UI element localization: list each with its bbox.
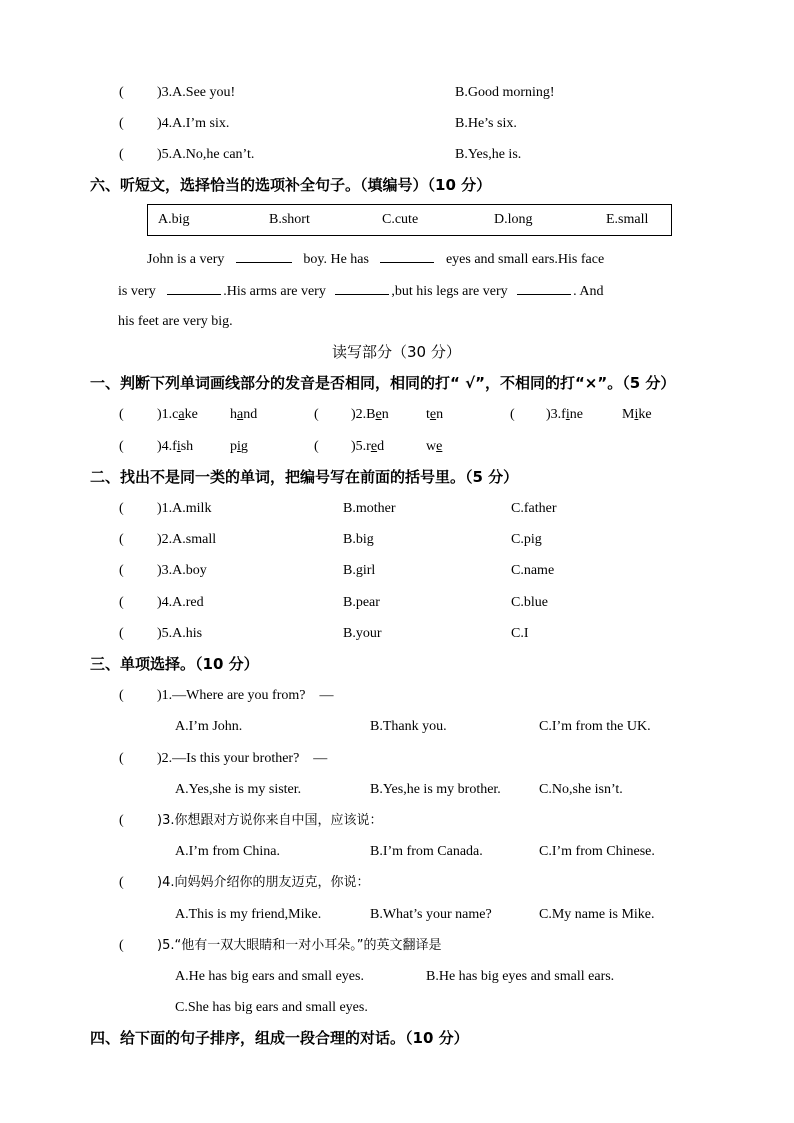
- odd-one-out-a: )3.A.boy: [157, 563, 207, 578]
- phonics-word-5b: we: [426, 439, 443, 454]
- mc-option-a: A.Yes,she is my sister.: [175, 782, 302, 797]
- odd-one-out-a: )1.A.milk: [157, 501, 212, 516]
- blank-3[interactable]: [167, 282, 221, 295]
- paren-open: (: [119, 85, 124, 100]
- phonics-word-1b: hand: [230, 407, 258, 422]
- mc-option-c: C.I’m from Chinese.: [539, 844, 655, 859]
- paren-open: (: [119, 501, 124, 516]
- paren-open: (: [119, 875, 124, 890]
- part-3-heading: 三、单项选择。（10 分）: [90, 655, 259, 673]
- mc-option-a: A.I’m John.: [175, 719, 243, 734]
- paren-open: (: [119, 407, 124, 422]
- paren-open: (: [119, 938, 124, 953]
- mc-option-a: A.I’m from China.: [175, 844, 280, 859]
- paren-open: (: [119, 532, 124, 547]
- mc-option-b: B.Yes,he is my brother.: [370, 782, 501, 797]
- option-box: [147, 204, 672, 236]
- phonics-item-1: )1.cake: [157, 407, 198, 422]
- odd-one-out-b: B.mother: [343, 501, 396, 516]
- mc-option-c: C.No,she isn’t.: [539, 782, 623, 797]
- odd-one-out-b: B.big: [343, 532, 374, 547]
- odd-one-out-c: C.blue: [511, 595, 548, 610]
- option-b: B.He’s six.: [455, 116, 517, 131]
- part-4-heading: 四、给下面的句子排序，组成一段合理的对话。（10 分）: [90, 1029, 469, 1047]
- paren-open: (: [119, 751, 124, 766]
- paren-open: (: [510, 407, 515, 422]
- passage-line-3: his feet are very big.: [118, 314, 233, 329]
- mc-option-a: A.This is my friend,Mike.: [175, 907, 322, 922]
- odd-one-out-a: )2.A.small: [157, 532, 217, 547]
- option-b: B.short: [269, 212, 310, 227]
- paren-open: (: [119, 813, 124, 828]
- mc-option-a: A.He has big ears and small eyes.: [175, 969, 364, 984]
- odd-one-out-a: )4.A.red: [157, 595, 204, 610]
- section-6-heading: 六、听短文，选择恰当的选项补全句子。（填编号）（10 分）: [90, 176, 492, 194]
- mc-option-b: B.I’m from Canada.: [370, 844, 483, 859]
- phonics-item-4: )4.fish: [157, 439, 194, 454]
- option-b: B.Good morning!: [455, 85, 555, 100]
- blank-1[interactable]: [236, 250, 292, 263]
- paren-open: (: [119, 563, 124, 578]
- passage-line-1: John is a very boy. He has eyes and small ears.His face: [147, 252, 605, 267]
- paren-open: (: [119, 688, 124, 703]
- phonics-word-2b: ten: [426, 407, 444, 422]
- odd-one-out-b: B.pear: [343, 595, 380, 610]
- blank-5[interactable]: [517, 282, 571, 295]
- mc-question-2: )2.—Is this your brother? —: [157, 751, 328, 766]
- paren-open: (: [314, 439, 319, 454]
- question-listen-4: )4.A.I’m six.: [157, 116, 230, 131]
- blank-4[interactable]: [335, 282, 389, 295]
- option-d: D.long: [494, 212, 533, 227]
- mc-question-4: )4.向妈妈介绍你的朋友迈克，你说：: [157, 875, 370, 890]
- option-c: C.cute: [382, 212, 419, 227]
- phonics-word-4b: pig: [230, 439, 248, 454]
- paren-open: (: [119, 439, 124, 454]
- odd-one-out-c: C.name: [511, 563, 555, 578]
- reading-writing-title: 读写部分（30 分）: [332, 343, 461, 361]
- paren-open: (: [119, 626, 124, 641]
- mc-option-b: B.Thank you.: [370, 719, 447, 734]
- mc-option-b: B.He has big eyes and small ears.: [426, 969, 615, 984]
- option-a: A.big: [158, 212, 190, 227]
- part-2-heading: 二、找出不是同一类的单词，把编号写在前面的括号里。（5 分）: [90, 468, 519, 486]
- mc-option-c: C.My name is Mike.: [539, 907, 655, 922]
- odd-one-out-c: C.father: [511, 501, 557, 516]
- phonics-item-3: )3.fine: [546, 407, 583, 422]
- odd-one-out-c: C.I: [511, 626, 529, 641]
- passage-line-2: is very .His arms are very ,but his legs are very . And: [118, 284, 604, 299]
- odd-one-out-b: B.your: [343, 626, 382, 641]
- blank-2[interactable]: [380, 250, 434, 263]
- odd-one-out-a: )5.A.his: [157, 626, 203, 641]
- mc-option-c: C.She has big ears and small eyes.: [175, 1000, 368, 1015]
- option-b: B.Yes,he is.: [455, 147, 522, 162]
- phonics-word-3b: Mike: [622, 407, 652, 422]
- paren-open: (: [119, 595, 124, 610]
- option-e: E.small: [606, 212, 649, 227]
- question-listen-3: )3.A.See you!: [157, 85, 236, 100]
- odd-one-out-b: B.girl: [343, 563, 376, 578]
- mc-option-b: B.What’s your name?: [370, 907, 492, 922]
- mc-question-5: )5.“他有一双大眼睛和一对小耳朵。”的英文翻译是: [157, 938, 442, 953]
- paren-open: (: [314, 407, 319, 422]
- question-listen-5: )5.A.No,he can’t.: [157, 147, 255, 162]
- paren-open: (: [119, 116, 124, 131]
- phonics-item-2: )2.Ben: [351, 407, 389, 422]
- paren-open: (: [119, 147, 124, 162]
- part-1-heading: 一、判断下列单词画线部分的发音是否相同，相同的打“ √”，不相同的打“×”。（5 分）: [90, 374, 676, 392]
- mc-question-1: )1.—Where are you from? —: [157, 688, 334, 703]
- mc-question-3: )3.你想跟对方说你来自中国，应该说：: [157, 813, 383, 828]
- phonics-item-5: )5.red: [351, 439, 385, 454]
- mc-option-c: C.I’m from the UK.: [539, 719, 651, 734]
- odd-one-out-c: C.pig: [511, 532, 542, 547]
